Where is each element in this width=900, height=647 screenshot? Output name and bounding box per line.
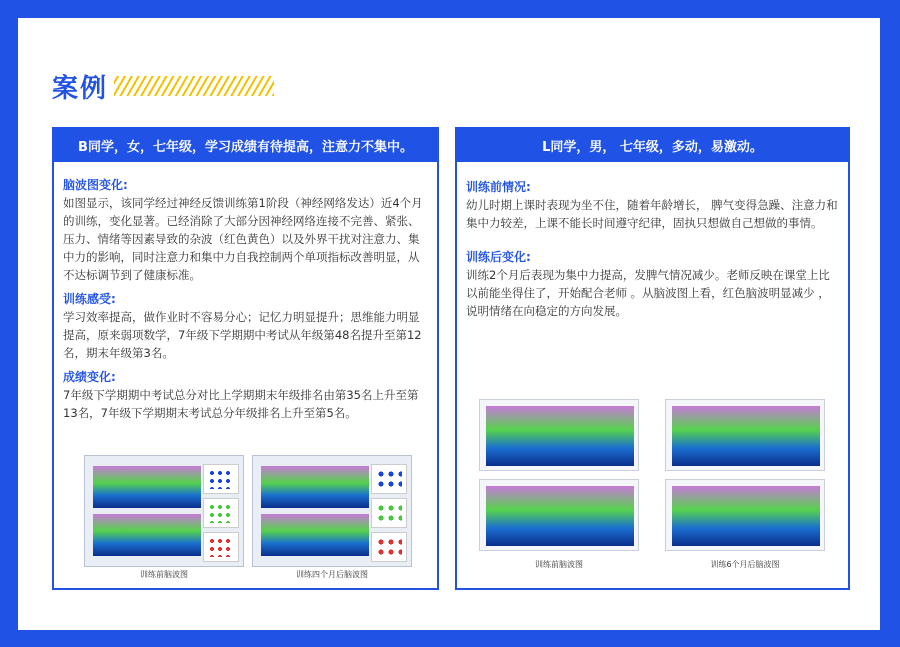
section-brainwave [54,176,437,284]
brainwave-surface [486,486,634,546]
section-body: 幼儿时期上课时表现为坐不住，随着年龄增长， 脾气变得急躁、注意力和集中力较差，上课不能长时间遵守纪律，固执只想做自己想做的事情。 [466,198,838,230]
brainwave-plot [479,479,639,551]
brainwave-plot [93,466,201,508]
case-title: B同学，女，七年级，学习成绩有待提高，注意力不集中。 [54,129,437,162]
case-card-b [52,127,439,590]
section-feeling [54,290,437,362]
section-heading: 成绩变化: [63,370,116,384]
brainwave-screenshot [84,455,244,567]
brainwave-plot [665,479,825,551]
grid-tile [203,464,239,494]
brainwave-surface [672,486,820,546]
section-before [457,178,848,232]
section-body: 7年级下学期期中考试总分对比上学期期末年级排名由第35名上升至第13名，7年级下学期期末考试总分年级排名上升至第5名。 [63,388,419,420]
section-heading: 脑波图变化: [63,178,128,192]
grid-tile [203,532,239,562]
figure-caption: 训练四个月后脑波图 [296,570,368,579]
brainwave-screenshot [252,455,412,567]
figure-caption: 训练6个月后脑波图 [710,560,780,569]
section-body: 学习效率提高，做作业时不容易分心；记忆力明显提升；思维能力明显提高，原来弱项数学，7年级下学期期中考试从年级第48名提升至第12名，期末年级第3名。 [63,310,422,360]
brainwave-plot [479,399,639,471]
brainwave-plot [261,466,369,508]
brainwave-surface [486,406,634,466]
section-heading: 训练后变化: [466,250,531,264]
section-grades [54,368,437,422]
page-title: 案例 [52,73,109,104]
brainwave-figures [479,399,829,579]
page-header [52,66,274,106]
grid-tile [371,464,407,494]
grid-tile [371,498,407,528]
case-card-l [455,127,850,590]
section-after [457,248,848,320]
decorative-stripes [114,76,274,96]
section-body: 训练2个月后表现为集中力提高，发脾气情况减少。老师反映在课堂上比以前能坐得住了，开始配合老师 。从脑波图上看，红色脑波明显减少 ，说明情绪在向稳定的方向发展。 [466,268,830,318]
section-body: 如图显示，该同学经过神经反馈训练第1阶段（神经网络发达）近4个月的训练，变化显著。已经消除了大部分因神经网络连接不完善、紧张、压力、情绪等因素导致的杂波（红色黄色）以及外界干扰对注意力、集中力的影响，同时注意力和集中力自我控制两个单项指标改善明显，从不达标调节到了健康标准。 [63,196,423,282]
brainwave-figures [84,455,414,579]
brainwave-plot [93,514,201,556]
brainwave-surface [672,406,820,466]
section-heading: 训练感受: [63,292,116,306]
case-title: L同学，男， 七年级，多动，易激动。 [457,129,848,162]
brainwave-plot [261,514,369,556]
figure-caption: 训练前脑波图 [140,570,188,579]
grid-tile [203,498,239,528]
grid-tile [371,532,407,562]
brainwave-plot [665,399,825,471]
figure-caption: 训练前脑波图 [535,560,583,569]
section-heading: 训练前情况: [466,180,531,194]
page [18,18,880,630]
